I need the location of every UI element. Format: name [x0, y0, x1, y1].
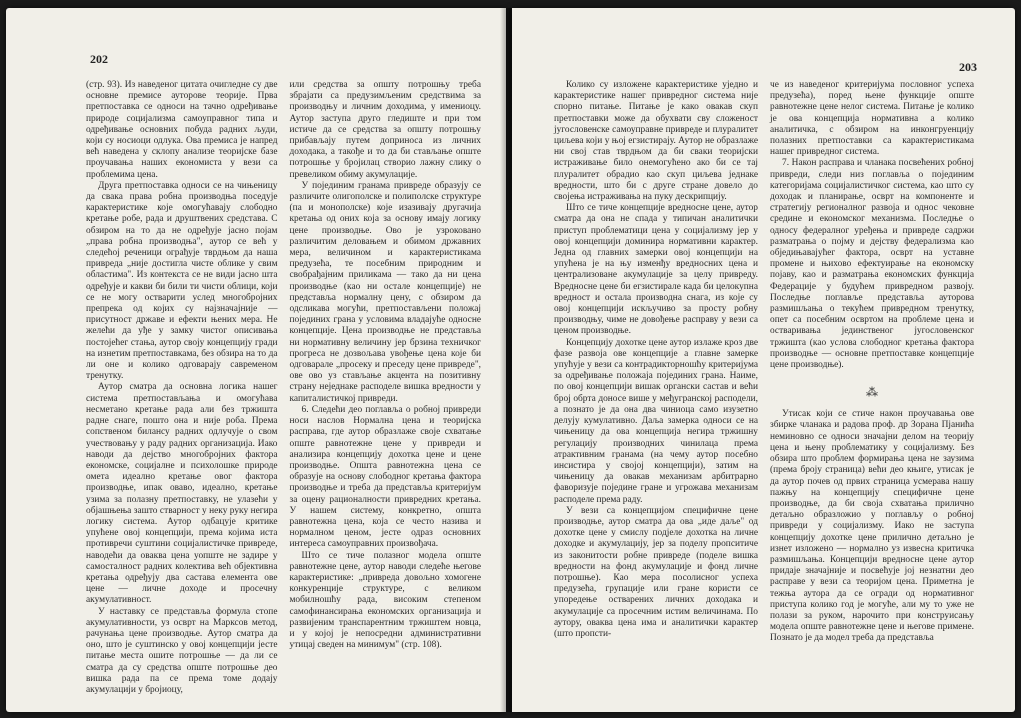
- paragraph: У вези са концепцијом специфичне цене производње, аутор сматра да ова „иде даље" од дохотке цене у смислу подјеле дохотка на личне доходке и акумулацију, јер за поделу пропситиче из законитости робне привреде (поделе вишка вредности на фонд акумулације и фонд личне потрошње). Као мера посолисног успеха предузећа, групације или гране користи се упоредење остварених личних доходака и акумулације са просечним истим величинама. По аутору, оваква цена има и аналитички карактер (што пропсти-: [554, 505, 758, 639]
- page-number-right: 203: [959, 60, 977, 74]
- left-page: [6, 8, 506, 712]
- right-page-columns: [554, 80, 974, 645]
- paragraph: че из наведеног критеријума пословног успеха предузећа), поред њене функције опште равнотежне цене нелог система. Питање је колико је ова концепција нормативна а колико аналитичка, с обзиром на инконгруенцију полазних претпоставки са карактеристикама нашег привредног система.: [770, 80, 974, 158]
- left-column-1: [86, 80, 278, 696]
- paragraph: Утисак који се стиче након проучавања ове збирке чланака и радова проф. др Зорана Пјанића неминовно се односи значајни делом на теорију цена и њену проблематику у социјализму. Без обзира што проблем формирања цена не заузима (према броју страница) већи део књиге, утисак је да аутор почев од првих страница усмерава нашу пажњу на концепцију специфичне цене производње, да би своја схватања прилично детаљно образложио у поглављу о робној привреди у социјализму. Иако не заступа концепцију дохотке цене прилично детаљно је изнет изложено — нормално уз извесна критичка размишљања. Концепцији вредносне цене аутор придаје значајније и посвећује јој незнатни део расправе у вези са теоријом цена. Приметна је тежња аутора да се огради од нормативног приступа колико год је могуће, али му то уже не полази за руком, нарочито при конструисању модела опште равнотежне цене и његове примене. Познато је да модел треба да представља: [770, 409, 974, 644]
- paragraph: или средства за општу потрошњу треба збрајати са предузимљеним средствима за производњу и личним доходима, у имениоцу. Аутор заступа друго гледиште и при том истиче да се средства за општу потрошњу прибављају путем доприноса из личних доходака, а такође и то да би стављање опште потрошње у бројилац створио лажну слику о превеликом обиму акумулације.: [289, 80, 481, 180]
- paragraph: 6. Следећи део поглавља о робној привреди носи наслов Нормална цена и теоријска расправа, где аутор образлаже своје схватање опште равнотежне цене у привреди и анализира концепцију дохотка цене и цене производње. Општа равнотежна цена се образује на основу слободног кретања фактора производње и треба да представља критеријум за оцену рационалности привредних кретања. У нашем систему, конкретно, општа равнотежна цена, која се често назива и нормалном ценом, јесте одраз основних интереса самоуправних произвођача.: [289, 404, 481, 550]
- left-column-2: [290, 80, 482, 696]
- paragraph: Што се тиче полазног модела опште равнотежне цене, аутор наводи следеће његове карактеристике: „привреда довољно хомогене конкуренције структуре, с великом мобилношћу рада, високим степеном самофинансирања економских организација и развијеним транспарентним тржиштем новца, и у којој је непосредни административни утицај сведен на минимум" (стр. 108).: [289, 550, 481, 651]
- page-number-left: 202: [90, 52, 108, 66]
- right-column-2: [770, 80, 974, 645]
- section-separator: ⁂: [866, 385, 878, 400]
- paragraph: Колико су изложене карактеристике уједно и карактеристике нашег привредног система није спорно питање. Питање је како овакав скуп претпоставки може да обухвати сву сложеност југословенске самоуправне привреде и плуралитет циљева који у њој егзистирају. Аутор не образлаже ни свој став тврдњом да би сваки теоријски истраживање било онемогућено ако би се тај плуралитет обрадио као скуп циљева једнаке вредности, што би с друге стране довело до својења истраживања на пуку дескрипцију.: [554, 80, 758, 203]
- left-page-columns: [86, 80, 481, 696]
- paragraph: Друга претпоставка односи се на чињеницу да свака права робна производња поседује карактеристике које омогућавају слободно кретање робе, рада и друштвених средстава. С обзиром на то да не одређује јасно појам „права робна производња", аутор се већ у следећој реченици ограђује тврдњом да наша привреда „није достигла чисте облике у свим областима". Из контекста се не види јасно шта одређује и какви би били ти чисти облици, који се не могу остварити услед многобројних препрека од којих су најзначајније — присутност државе и ефекти њених мера. Не желећи да уђе у замку чистог описивања постојећег стања, аутор своју концепцију гради на изнетим претпоставкама, без обзира на то да ли оне и колико одговарају савременом тренутку.: [86, 180, 278, 382]
- paragraph: 7. Након расправа и чланака посвећених робној привреди, следи низ поглавља о појединим категоријама социјалистичког система, као што су доходак и планирање, осврт на компоненте и стратегију регионалног развоја и однос чековне средине и економског механизма. Последње о односу федералног уређења и привреде садржи разматрања о појму и дејству федерализма као обједињавајућег фактора, осврт на уставне промене и њихово ефектуирање на економску појаву, као и разматрања економских функција Федерације у будућем привредном развоју. Последње поглавље представља ауторова размишљања о текућем привредном тренутку, опет са посебним освртом на проблеме цена и остваривања јединственог југословенског тржишта (као услова слободног кретања фактора производње — основне претпоставке концепције цене производње).: [770, 158, 974, 371]
- paragraph: (стр. 93). Из наведеног цитата очигледне су две основне премисе ауторове теорије. Прва претпоставка се односи на тачно одређивање природе социјализма самоуправног типа и одређивање основних побуда радних људи, који су носиоци одлука. Ова премиса је напред већ наведена у склопу анализе теоријске базе проучавања наших економиста у вези са проблемима цена.: [86, 80, 278, 180]
- paragraph: Концепцију дохотке цене аутор излаже кроз две фазе развоја ове концепције а главне замерке упућује у вези са контрадикторношћу критеријума за одређивање положаја појединих грана. Наиме, по овој концепцији вишак органски састав и већи број обрта доносе више у међугранској расподели, а познато је да она два чиниоца само изузетно делују кумулативно. Даља замерка односи се на чињеницу да ова концепција негира тржишну регулацију производних чинилаца према атрактивним гранама (на чему аутор посебно инсистира у својој концепцији), затим на чињеницу да овакав механизам арбитрарно фаворизује поједине гране и угрожава механизам расподеле према раду.: [554, 337, 758, 505]
- paragraph: Што се тиче концепције вредносне цене, аутор сматра да она не спада у типичан аналитички приступ проблематици цена у социјализму јер у овој концепцији доминира нормативни карактер. Једна од главних замерки овој концепцији на упућена је на њу изменђу вредносних цена и централизоване акумулације за целу привреду. Вредносне цене би егзистирале када би целокупна вредност и остала производна снага, из које су овој концепцији искључиво за просту робну производњу, чиме не довођење расправу у вези са ценом производње.: [554, 203, 758, 337]
- paragraph: У наставку се представља формула стопе акумулативности, уз осврт на Марксов метод, рачунања цене производње. Аутор сматра да оно, што је суштинско у овој концепцији јесте питање места ошите потрошње — да ли се сматра да су средства опште потрошње део вишка рада па се према томе додају акумулацији у бројиоцу,: [86, 606, 278, 695]
- paragraph: Аутор сматра да основна логика нашег система претпостављања и омогућава несметано кретање рада али без тржишта радне снаге, пошто она и није роба. Према сопственом билансу радних одлучује о свом учествовању у раду радних организација. Иако наводи да дејство многобројних фактора економске, социјалне и психолошке природе омета идеално кретање овог фактора производње, ипак оваво, идеално, кретање узима за полазну претпоставку, не улазећи у објашњења зашто стварност у неку руку негира логику система. Аутор одбацује критике упућене овој концепцији, према којима иста противречи суштини социјалистичке привреде, наводећи да оваква цена уопште не задире у самосталност радних колектива већ објективна кретања одређују два састава елемента ове цене — личне доходе и просечну акумулативност.: [86, 382, 278, 606]
- right-page: [512, 8, 1015, 712]
- right-column-1: [554, 80, 758, 645]
- paragraph: У појединим гранама привреде образују се различите олигополске и полиполске структуре (па и монополске) које изазивају другачија кретања од оних која за основу имају логику цене производње. Ово је узроковано различитим деловањем и обимом државних мера, величином и карактеристикама предузећа, те посебним природним и свобрађајним приликама — тако да ни цена производње (као ни остале концепције) не представља нормалну цену, с обзиром да одсликава могући, претпостављени положај појединих грана у условима владајуће односне концепције. Цена производње не представља ни нормативну величину јер брзина техничког прогреса не дозвољава увођење цена које би одговарале „просеку и преседу цене привреде", ове ово уз стављање акцента на позитивну страну неједнаке расподеле вишка вредности у капиталистичкој привреди.: [289, 180, 481, 404]
